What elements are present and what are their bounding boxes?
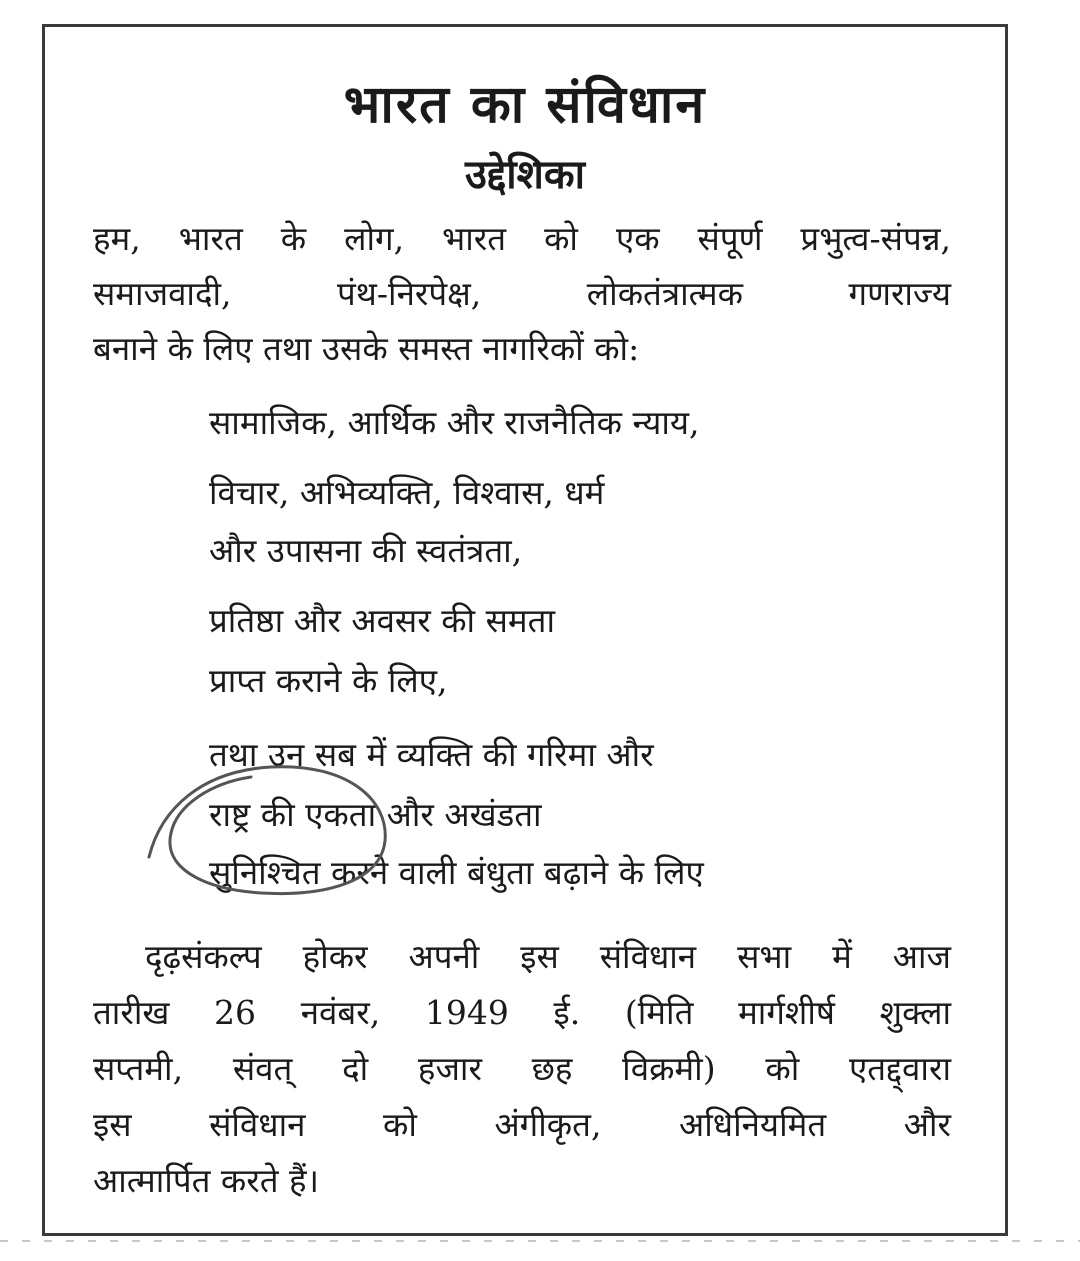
paragraph1-line-2: समाजवादी, पंथ-निरपेक्ष, लोकतंत्रात्मक गणराज्य — [93, 274, 951, 313]
clause-line-5: प्राप्त कराने के लिए, — [209, 661, 448, 700]
clause-line-7: राष्ट्र की एकता और अखंडता — [209, 795, 542, 834]
paragraph2-line-3: सप्तमी, संवत् दो हजार छह विक्रमी) को एतद्द्वारा — [93, 1049, 951, 1088]
clause-line-2: विचार, अभिव्यक्ति, विश्वास, धर्म — [209, 473, 605, 512]
document-frame — [42, 24, 1008, 1236]
clause-line-3: और उपासना की स्वतंत्रता, — [209, 531, 523, 570]
paragraph2-line-4: इस संविधान को अंगीकृत, अधिनियमित और — [93, 1105, 951, 1144]
clause-line-8: सुनिश्चित करने वाली बंधुता बढ़ाने के लिए — [209, 853, 704, 892]
clause-line-1: सामाजिक, आर्थिक और राजनैतिक न्याय, — [209, 403, 700, 442]
clause-line-4: प्रतिष्ठा और अवसर की समता — [209, 601, 555, 640]
paragraph1-line-1: हम, भारत के लोग, भारत को एक संपूर्ण प्रभुत्व-संपन्न, — [93, 219, 951, 258]
paragraph2-line-5: आत्मार्पित करते हैं। — [93, 1161, 320, 1200]
paragraph2-line-1: दृढ़संकल्प होकर अपनी इस संविधान सभा में आज — [145, 937, 951, 976]
paragraph2-line-2: तारीख 26 नवंबर, 1949 ई. (मिति मार्गशीर्ष शुक्ला — [93, 993, 951, 1032]
clause-line-6: तथा उन सब में व्यक्ति की गरिमा और — [209, 735, 654, 774]
page-crease — [0, 1240, 1080, 1242]
document-subtitle: उद्देशिका — [465, 151, 585, 198]
document-title: भारत का संविधान — [343, 74, 707, 135]
paragraph1-line-3: बनाने के लिए तथा उसके समस्त नागरिकों को: — [93, 329, 640, 368]
